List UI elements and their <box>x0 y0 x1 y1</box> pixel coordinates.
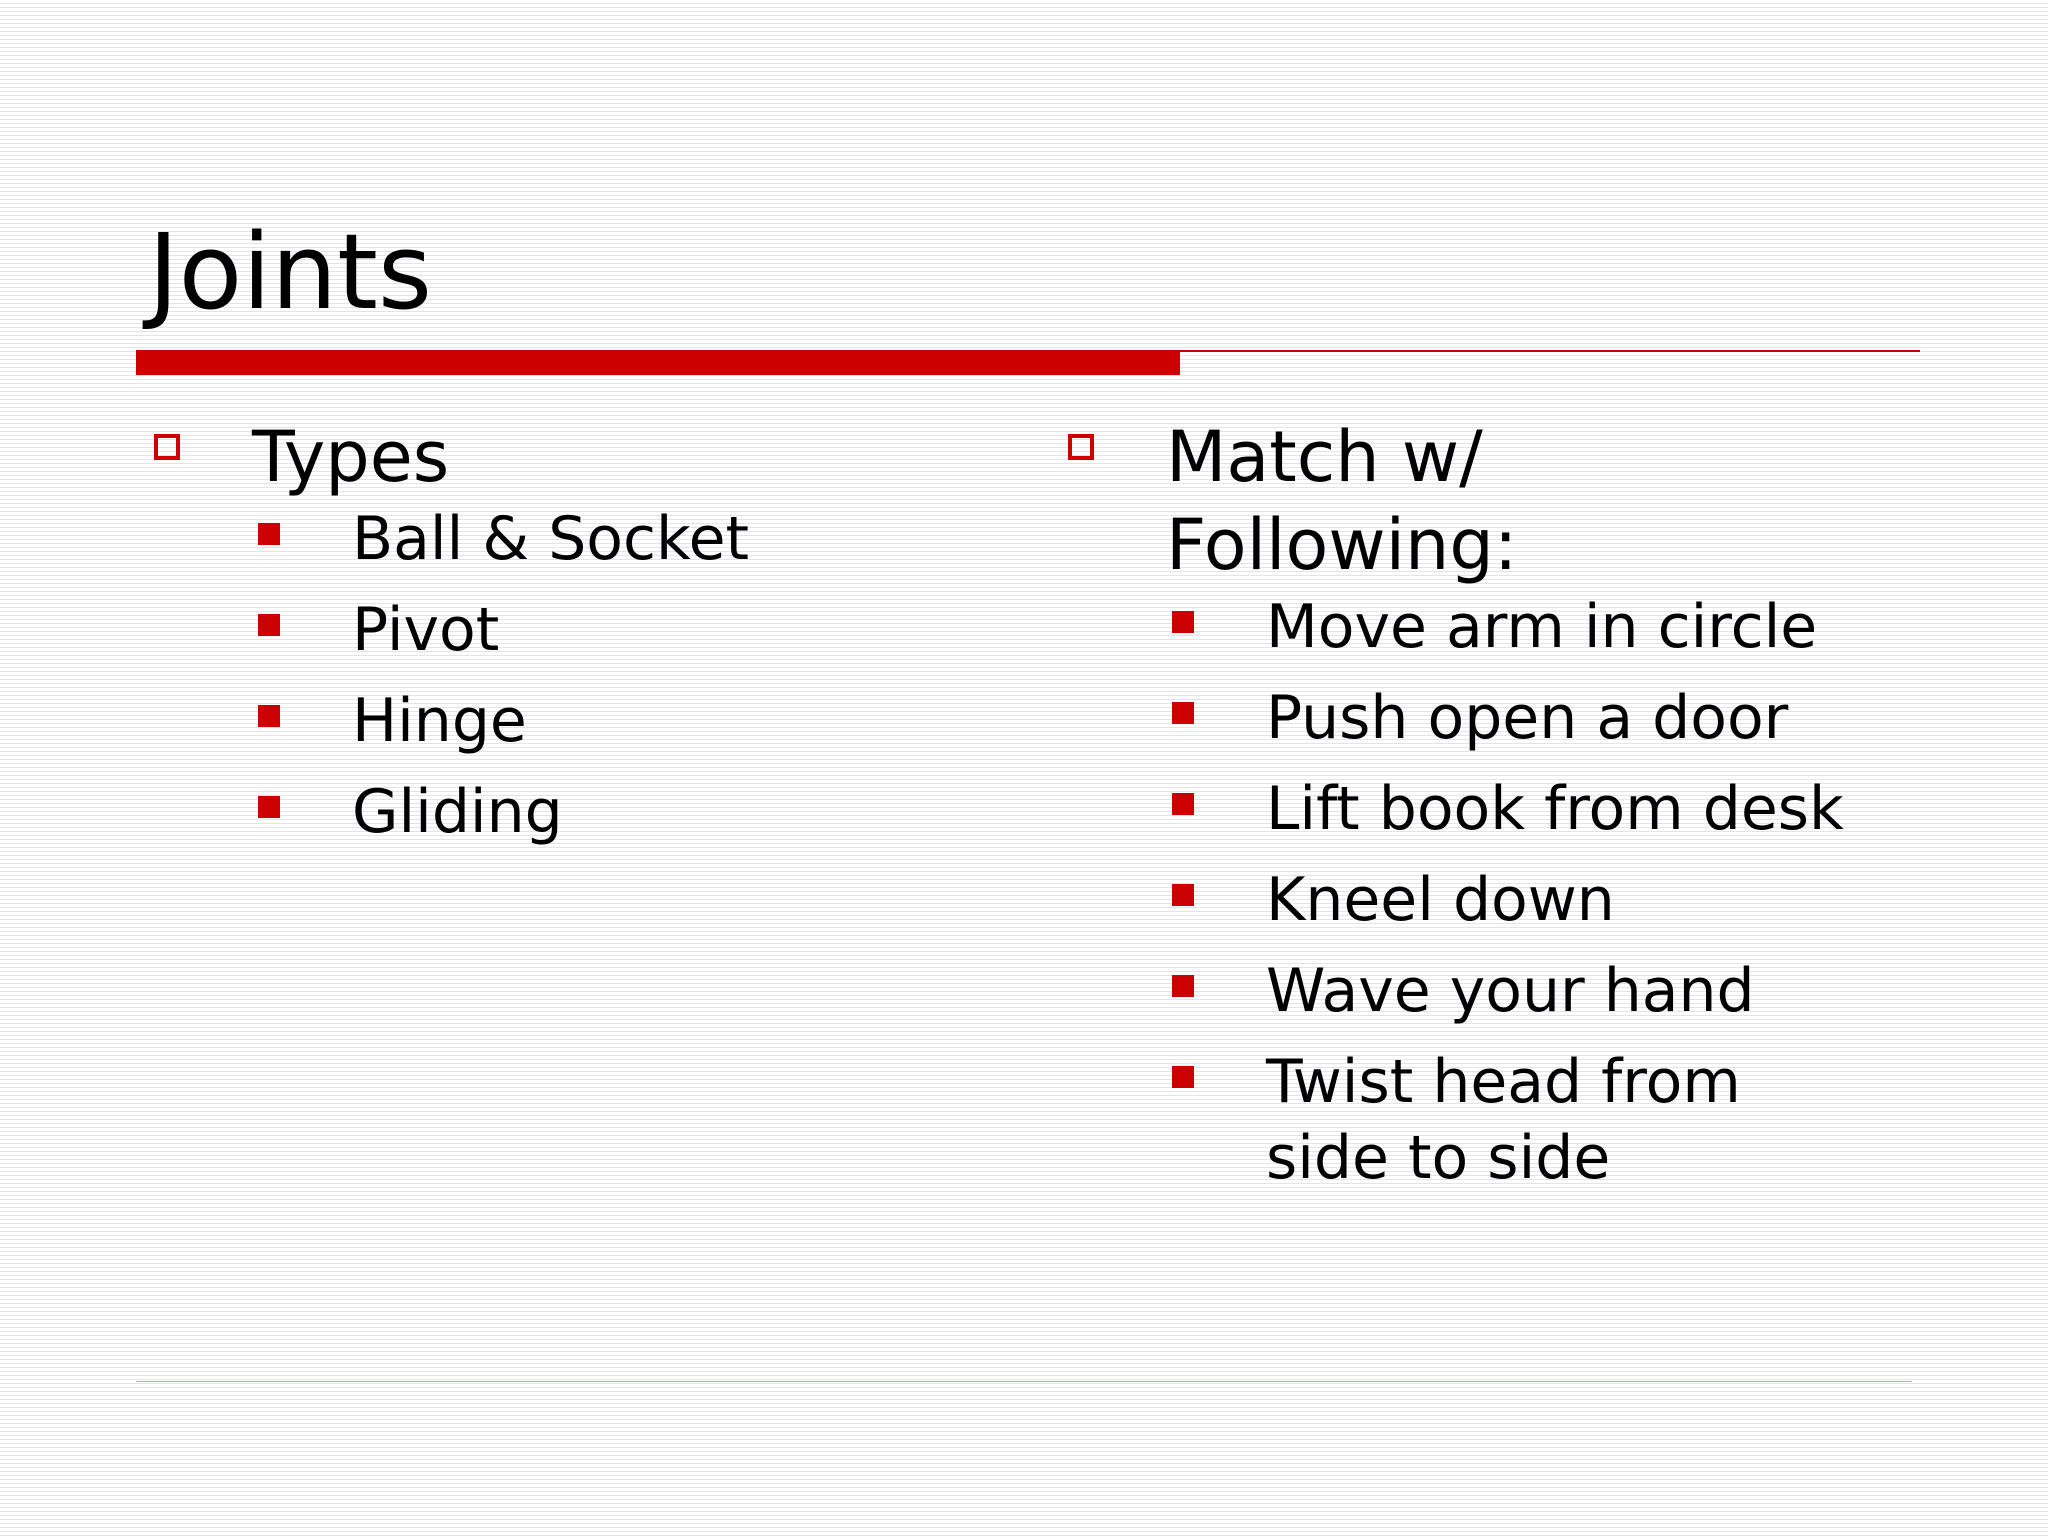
square-bullet-icon <box>1172 1066 1194 1088</box>
square-bullet-icon <box>258 796 280 818</box>
list-item-label: Push open a door <box>1266 683 1789 753</box>
list-item-label: Move arm in circle <box>1266 592 1818 662</box>
bullet-types <box>150 413 1030 501</box>
list-item-label: Wave your hand <box>1266 956 1755 1026</box>
square-bullet-icon <box>258 523 280 545</box>
title-underline-thin <box>1180 350 1920 352</box>
list-item-label: Kneel down <box>1266 865 1615 935</box>
hollow-square-bullet-icon <box>1068 434 1094 460</box>
list-item-label: Pivot <box>352 595 500 665</box>
bullet-match-line2: Following: <box>1166 504 1518 586</box>
list-item <box>1064 680 1924 756</box>
list-item <box>1064 953 1924 1029</box>
square-bullet-icon <box>1172 975 1194 997</box>
bullet-match <box>1064 413 1924 589</box>
list-item-label: Ball & Socket <box>352 504 750 574</box>
list-item <box>150 501 1030 577</box>
bullet-match-line1: Match w/ <box>1166 416 1483 498</box>
square-bullet-icon <box>1172 793 1194 815</box>
right-column <box>1064 413 1924 1211</box>
footer-rule <box>136 1381 1912 1382</box>
list-item <box>1064 862 1924 938</box>
list-item <box>1064 1044 1924 1196</box>
hollow-square-bullet-icon <box>154 434 180 460</box>
title-underline-thick <box>136 350 1180 375</box>
list-item <box>150 683 1030 759</box>
slide-title: Joints <box>148 211 433 333</box>
match-list <box>1064 589 1924 1196</box>
list-item <box>1064 771 1924 847</box>
square-bullet-icon <box>1172 702 1194 724</box>
list-item <box>150 592 1030 668</box>
square-bullet-icon <box>258 705 280 727</box>
list-item-label: Lift book from desk <box>1266 774 1844 844</box>
list-item-label: Hinge <box>352 686 527 756</box>
list-item-label: Gliding <box>352 777 563 847</box>
list-item <box>150 774 1030 850</box>
square-bullet-icon <box>1172 884 1194 906</box>
bullet-types-label: Types <box>252 416 450 498</box>
list-item-line2: side to side <box>1266 1123 1611 1193</box>
types-list <box>150 501 1030 850</box>
left-column <box>150 413 1030 865</box>
square-bullet-icon <box>1172 611 1194 633</box>
list-item <box>1064 589 1924 665</box>
square-bullet-icon <box>258 614 280 636</box>
list-item-line1: Twist head from <box>1266 1047 1741 1117</box>
